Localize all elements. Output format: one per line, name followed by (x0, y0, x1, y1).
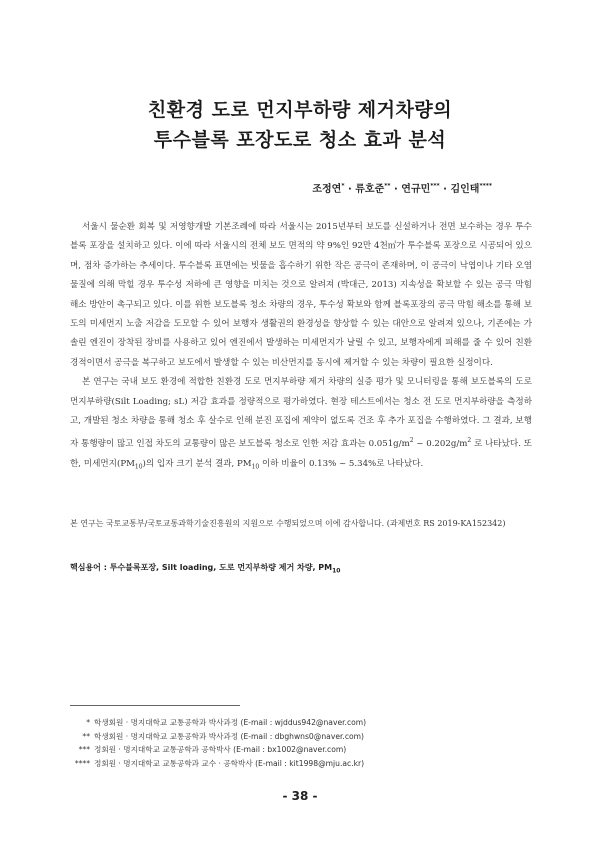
acknowledgment: 본 연구는 국토교통부/국토교통과학기술진흥원의 지원으로 수행되었으며 이에 감사합니다. (과제번호 RS 2019-KA152342) (70, 519, 506, 528)
paper-title-line2: 투수블록 포장도로 청소 효과 분석 (153, 129, 447, 151)
author-name: 류호준 (355, 184, 385, 195)
footnote-divider (70, 705, 240, 706)
author-name: 연규민 (401, 184, 431, 195)
paper-title-line1: 친환경 도로 먼지부하량 제거차량의 (147, 99, 453, 121)
footnotes (58, 716, 366, 770)
author-name: 김인태 (450, 184, 480, 195)
abstract (70, 218, 532, 477)
abstract-paragraph-2: 본 연구는 국내 보도 환경에 적합한 친환경 도로 먼지부하량 제거 차량의 실증 평가 및 모니터링을 통해 보도블록의 도로 먼지부하량(Silt Loading; sL) 저감 효과를 정량적으로 평가하였다. 현장 테스트에서는 청소 전 도로 먼지부하량을 측정하고, 개발된 청소 차량을 통해 청소 후 살수로 인해 분진 포집에 제약이 없도록 건조 후 추가 포집을 수행하였다. 그 결과, 보행자 통행량이 많고 인접 차도의 교통량이 많은 보도블록 청소로 인한 저감 효과는 $0.051g/m^2$ ~ $0.202g/m^2$ 로 나타났다. 또한, 미세먼지$(PM_{10})$의 입자 크기 분석 결과, $PM_{10}$ 이하 비율이 0.13% ~ 5.34%로 나타났다. (70, 377, 532, 471)
footnote: **** 정회원 · 명지대학교 교통공학과 교수 · 공학박사 (E-mail : kit1998@mju.ac.kr) (74, 758, 365, 768)
page-number: - 38 - (282, 789, 318, 803)
keywords-sub: 10 (332, 567, 341, 575)
keywords-label: 핵심용어 : (70, 563, 110, 572)
footnote: ** 학생회원 · 명지대학교 교통공학과 박사과정 (E-mail : dbghwns0@naver.com) (82, 731, 365, 741)
author-list: 조정연* · 류호준** · 연규민*** · 김인태**** (312, 182, 492, 195)
author-mark: * (341, 182, 345, 190)
author-mark: *** (430, 182, 440, 190)
author-name: 조정연 (312, 184, 342, 195)
author-mark: **** (479, 182, 492, 190)
author-mark: ** (384, 182, 391, 190)
keywords-text: 투수블록포장, Silt loading, 도로 먼지부하량 제거 차량, PM (109, 563, 333, 572)
keywords (70, 562, 540, 575)
footnote: *** 정회원 · 명지대학교 교통공학과 공학박사 (E-mail : bx1002@naver.com) (78, 745, 347, 755)
abstract-paragraph-1: 서울시 물순환 회복 및 저영향개발 기본조례에 따라 서울시는 2015년부터 보도를 신설하거나 전면 보수하는 경우 투수블록 포장을 설치하고 있다. 이에 따라 서울시의 전체 보도 면적의 약 9%인 92만 4천㎡가 투수블록 포장으로 시공되어 있으며, 점차 증가하는 추세이다. 투수블록 표면에는 빗물을 흡수하기 위한 작은 공극이 존재하며, 이 공극이 낙엽이나 기타 오염물질에 의해 막힐 경우 투수성 저하에 큰 영향을 미치는 것으로 알려져 (박대근, 2013) 지속성을 확보할 수 있는 공극 막힘 해소 방안이 촉구되고 있다. 이를 위한 보도블록 청소 차량의 경우, 투수성 확보와 함께 블록포장의 공극 막힘 해소를 통해 보도의 미세먼지 노출 저감을 도모할 수 있어 보행자 생활권의 환경성을 향상할 수 있는 대안으로 알려져 있으나, 기존에는 가솔린 엔진이 장착된 장비를 사용하고 있어 엔진에서 발생하는 미세먼지가 날릴 수 있고, 보행자에게 피해를 줄 수 있어 친환경적이면서 공극을 복구하고 보도에서 발생할 수 있는 비산먼지를 동시에 제거할 수 있는 차량이 필요한 실정이다. (70, 222, 532, 368)
footnote: * 학생회원 · 명지대학교 교통공학과 박사과정 (E-mail : wjddus942@naver.com) (86, 718, 367, 727)
